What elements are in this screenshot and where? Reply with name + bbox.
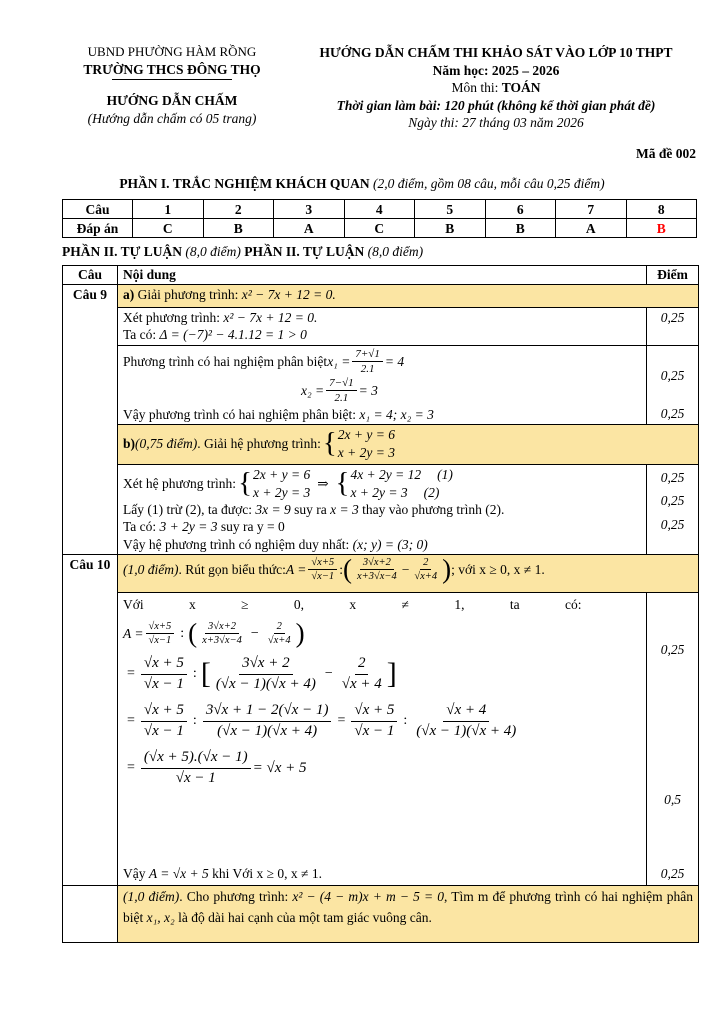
subject-name: TOÁN bbox=[501, 80, 541, 96]
document-header bbox=[0, 0, 724, 132]
score-value: 0,25 bbox=[660, 493, 685, 509]
text: khi Với x ≥ 0, x ≠ 1. bbox=[208, 865, 322, 881]
col-header-question: Câu bbox=[63, 265, 118, 284]
question-number: 6 bbox=[485, 200, 556, 219]
question-9b-statement bbox=[118, 424, 699, 464]
text: Ta có: bbox=[123, 326, 160, 342]
fraction-numerator: 3√x+2 bbox=[360, 556, 394, 570]
text: Vậy hệ phương trình có nghiệm duy nhất: bbox=[123, 536, 353, 552]
answer-value: A bbox=[274, 219, 345, 238]
math-expression: x = 3 bbox=[330, 502, 359, 518]
table-row bbox=[63, 307, 699, 345]
operator: : bbox=[192, 666, 197, 682]
fraction-numerator: √x + 5 bbox=[141, 654, 187, 675]
text: Phương trình có hai nghiệm phân biệt bbox=[123, 353, 328, 369]
math-expression: x² − 7x + 12 = 0. bbox=[223, 309, 318, 325]
fraction-numerator: √x + 4 bbox=[443, 701, 489, 722]
fraction bbox=[203, 701, 332, 741]
solution-line bbox=[123, 406, 641, 423]
fraction bbox=[213, 654, 319, 694]
table-row bbox=[63, 284, 699, 307]
exam-code: Mã đề 002 bbox=[636, 145, 696, 161]
score-value: 0,25 bbox=[660, 405, 685, 421]
part2-title bbox=[62, 243, 724, 260]
question-number: 7 bbox=[556, 200, 627, 219]
part1-title bbox=[0, 175, 724, 192]
implies-arrow: ⇒ bbox=[317, 475, 329, 491]
question-number: 2 bbox=[203, 200, 274, 219]
solution-line bbox=[123, 466, 455, 501]
math-expression: = 4 bbox=[384, 353, 405, 369]
fraction-numerator: 2 bbox=[355, 654, 369, 675]
exam-title: HƯỚNG DẪN CHẤM THI KHẢO SÁT VÀO LỚP 10 THPT bbox=[319, 45, 673, 60]
fraction bbox=[141, 701, 187, 741]
answer-value-highlighted: B bbox=[626, 219, 697, 238]
fraction-denominator: √x − 1 bbox=[143, 722, 184, 739]
fraction-numerator: 3√x + 1 − 2(√x − 1) bbox=[203, 701, 332, 722]
score-value: 0,25 bbox=[660, 469, 685, 485]
statement-text: Giải phương trình: bbox=[134, 286, 242, 302]
fraction-denominator: √x − 1 bbox=[354, 722, 395, 739]
system-brace: { bbox=[335, 466, 350, 499]
question-10-statement bbox=[118, 554, 699, 592]
fraction-numerator: 7−√1 bbox=[326, 376, 356, 391]
question-number: 4 bbox=[344, 200, 415, 219]
math-expression: 3 + 2y = 3 bbox=[159, 519, 218, 535]
fraction-denominator: (√x − 1)(√x + 4) bbox=[416, 722, 517, 739]
fraction-denominator: x+3√x−4 bbox=[356, 571, 397, 582]
fraction-denominator: √x − 1 bbox=[175, 769, 216, 786]
school-name: TRƯỜNG THCS ĐÔNG THỌ bbox=[83, 61, 261, 77]
math-expression: (x; y) = (3; 0) bbox=[352, 536, 428, 552]
operator: : bbox=[403, 713, 408, 729]
math-expression: x₁ = bbox=[327, 353, 351, 369]
part2-title-text: PHẦN II. TỰ LUẬN bbox=[62, 244, 186, 260]
text: Xét hệ phương trình: bbox=[123, 475, 237, 491]
school-year: Năm học: 2025 – 2026 bbox=[432, 62, 560, 78]
solution-step bbox=[118, 345, 647, 424]
statement-points: (1,0 điểm) bbox=[123, 888, 180, 904]
fraction-numerator: √x + 5 bbox=[351, 701, 397, 722]
fraction-numerator: 3√x + 2 bbox=[239, 654, 293, 675]
document-type: HƯỚNG DẪN CHẤM bbox=[106, 93, 238, 109]
table-row bbox=[63, 592, 699, 885]
answer-row-label: Đáp án bbox=[63, 219, 133, 238]
score-value: 0,5 bbox=[664, 791, 681, 807]
table-row bbox=[63, 885, 699, 942]
text: Ta có: bbox=[123, 519, 160, 535]
solution-line bbox=[123, 748, 641, 788]
answer-value: A bbox=[556, 219, 627, 238]
fraction-numerator: 2 bbox=[420, 556, 431, 570]
open-paren: ( bbox=[188, 618, 198, 649]
fraction-denominator: 2.1 bbox=[334, 392, 349, 405]
multiple-choice-answer-table bbox=[62, 199, 697, 238]
text: suy ra bbox=[290, 502, 331, 518]
statement-condition: ; với x ≥ 0, x ≠ 1. bbox=[451, 561, 545, 577]
table-row bbox=[63, 424, 699, 464]
fraction-denominator: √x−1 bbox=[148, 635, 172, 647]
solution-step bbox=[118, 464, 647, 554]
question-number: 8 bbox=[626, 200, 697, 219]
answer-value: C bbox=[344, 219, 415, 238]
close-paren: ) bbox=[295, 618, 305, 649]
header-left-block bbox=[48, 44, 296, 132]
fraction-denominator: (√x − 1)(√x + 4) bbox=[217, 722, 318, 739]
organization-name: UBND PHƯỜNG HÀM RỒNG bbox=[87, 44, 257, 59]
equation: 2x + y = 6 bbox=[337, 426, 395, 442]
text: Lấy (1) trừ (2), ta được: bbox=[123, 502, 256, 518]
operator: : bbox=[180, 625, 185, 641]
grading-table bbox=[62, 265, 699, 943]
open-paren: ( bbox=[342, 554, 352, 584]
answer-table-header-label: Câu bbox=[63, 200, 133, 219]
fraction bbox=[265, 620, 294, 647]
equation: 2x + y = 6 bbox=[252, 466, 311, 482]
fraction-denominator: √x+4 bbox=[267, 635, 291, 647]
statement-text: . Cho phương trình: bbox=[179, 888, 293, 904]
subject-line bbox=[296, 79, 696, 97]
fraction-numerator: √x + 5 bbox=[141, 701, 187, 722]
equation-system bbox=[336, 466, 453, 501]
solution-line bbox=[123, 309, 641, 326]
fraction bbox=[352, 347, 382, 377]
solution-line bbox=[123, 518, 641, 535]
math-expression: = 3 bbox=[358, 383, 378, 399]
fraction-denominator: x+3√x−4 bbox=[202, 635, 242, 647]
question-9a-statement bbox=[118, 284, 699, 307]
text: Vậy bbox=[123, 865, 149, 881]
operator: : bbox=[192, 713, 197, 729]
fraction-numerator: √x+5 bbox=[146, 620, 175, 634]
fraction bbox=[326, 376, 356, 406]
math-expression: x₂ = bbox=[301, 383, 325, 399]
equation-system bbox=[323, 426, 395, 461]
header-right-block bbox=[296, 44, 696, 132]
math-expression: 3x = 9 bbox=[255, 502, 291, 518]
operator: = bbox=[127, 713, 135, 729]
statement-text: là độ dài hai cạnh của một tam giác vuông cân. bbox=[174, 909, 432, 925]
operator: − bbox=[250, 625, 259, 641]
answer-value: B bbox=[485, 219, 556, 238]
exam-duration: Thời gian làm bài: 120 phút (không kể thời gian phát đề) bbox=[336, 97, 656, 113]
text: Xét phương trình: bbox=[123, 309, 224, 325]
fraction bbox=[339, 654, 385, 694]
fraction bbox=[411, 556, 440, 583]
statement-marker: a) bbox=[123, 286, 135, 302]
document-note: (Hướng dẫn chấm có 05 trang) bbox=[87, 110, 257, 126]
fraction bbox=[354, 556, 400, 583]
solution-step bbox=[118, 307, 647, 345]
score-value: 0,25 bbox=[660, 516, 685, 532]
statement-text: . Rút gọn biểu thức: bbox=[178, 561, 286, 577]
part1-title-text: PHẦN I. TRẮC NGHIỆM KHÁCH QUAN bbox=[119, 176, 373, 191]
answer-value: B bbox=[203, 219, 274, 238]
fraction-denominator: 2.1 bbox=[360, 362, 375, 375]
solution-line bbox=[123, 326, 641, 343]
math-expression: x² − 7x + 12 = 0. bbox=[241, 286, 336, 302]
equation-system bbox=[238, 466, 310, 501]
fraction bbox=[413, 701, 519, 741]
fraction bbox=[308, 556, 337, 583]
table-row bbox=[63, 200, 697, 219]
table-row bbox=[63, 345, 699, 424]
math-expression: A = bbox=[285, 561, 307, 577]
score-value: 0,25 bbox=[647, 307, 699, 345]
equation: x + 2y = 3 bbox=[337, 444, 395, 460]
fraction bbox=[141, 748, 251, 788]
math-expression: = √x + 5 bbox=[252, 759, 307, 776]
score-value: 0,25 bbox=[660, 865, 685, 881]
fraction-numerator: 7+√1 bbox=[352, 347, 382, 362]
solution-line bbox=[301, 376, 378, 406]
close-bracket: ] bbox=[386, 657, 397, 691]
fraction-numerator: √x+5 bbox=[308, 556, 337, 570]
operator: : bbox=[339, 561, 343, 577]
close-paren: ) bbox=[442, 554, 452, 584]
solution-line: Với x ≥ 0, x ≠ 1, ta có: bbox=[123, 596, 582, 612]
statement-points: (0,75 điểm) bbox=[135, 435, 198, 451]
solution-line bbox=[123, 654, 641, 694]
operator: = bbox=[127, 666, 135, 682]
grading-table-header-row bbox=[63, 265, 699, 284]
solution-line bbox=[123, 620, 641, 647]
math-expression: A = √x + 5 bbox=[148, 865, 209, 881]
answer-value: B bbox=[415, 219, 486, 238]
header-divider bbox=[112, 79, 232, 80]
score-value: 0,25 bbox=[660, 641, 685, 657]
fraction-denominator: √x + 4 bbox=[341, 675, 382, 692]
score-cell bbox=[647, 345, 699, 424]
answer-value: C bbox=[133, 219, 204, 238]
table-row bbox=[63, 554, 699, 592]
subject-label: Môn thi: bbox=[451, 80, 502, 96]
fraction-denominator: (√x − 1)(√x + 4) bbox=[215, 675, 316, 692]
system-brace: { bbox=[322, 426, 337, 459]
statement-text: . Giải hệ phương trình: bbox=[197, 435, 321, 451]
fraction bbox=[199, 620, 245, 647]
question-number: 3 bbox=[274, 200, 345, 219]
question-number: 1 bbox=[133, 200, 204, 219]
question-number: 5 bbox=[415, 200, 486, 219]
statement-marker: b) bbox=[123, 435, 136, 451]
text: Vậy phương trình có hai nghiệm phân biệt: bbox=[123, 406, 360, 422]
math-expression: x² − (4 − m)x + m − 5 = 0 bbox=[292, 888, 445, 904]
fraction bbox=[351, 701, 397, 741]
statement-points: (1,0 điểm) bbox=[123, 561, 179, 577]
math-expression: A = bbox=[123, 626, 144, 642]
part2-title-text-2: PHẦN II. TỰ LUẬN bbox=[240, 244, 368, 260]
part2-title-note-2: (8,0 điểm) bbox=[367, 244, 424, 260]
question-9-label: Câu 9 bbox=[63, 284, 118, 554]
operator: − bbox=[324, 666, 333, 682]
part1-title-note: (2,0 điểm, gồm 08 câu, mỗi câu 0,25 điểm) bbox=[372, 176, 605, 191]
question-10-label: Câu 10 bbox=[63, 554, 118, 885]
text: thay vào phương trình (2). bbox=[358, 502, 505, 518]
operator: = bbox=[337, 713, 346, 729]
math-expression: x₁ = 4; x₂ = 3 bbox=[359, 406, 434, 422]
fraction-numerator: (√x + 5).(√x − 1) bbox=[141, 748, 251, 769]
solution-conclusion bbox=[123, 865, 322, 882]
question-11-label-empty bbox=[63, 885, 118, 942]
fraction-denominator: √x+4 bbox=[414, 571, 438, 582]
score-cell bbox=[647, 464, 699, 554]
solution-line bbox=[123, 701, 641, 741]
part2-title-note: (8,0 điểm) bbox=[185, 244, 241, 260]
score-cell bbox=[647, 592, 699, 885]
fraction-numerator: 3√x+2 bbox=[205, 620, 239, 634]
table-row bbox=[63, 219, 697, 238]
operator: = bbox=[127, 760, 135, 776]
exam-date: Ngày thi: 27 tháng 03 năm 2026 bbox=[408, 115, 584, 131]
fraction-denominator: √x − 1 bbox=[143, 675, 184, 692]
text: suy ra y = 0 bbox=[217, 519, 285, 535]
statement-text: , Tìm m để phương trình có hai nghiệm phân biệt bbox=[123, 888, 694, 925]
equation: x + 2y = 3 bbox=[350, 484, 408, 500]
math-expression: x₁, x₂ bbox=[146, 909, 175, 925]
score-value: 0,25 bbox=[660, 367, 685, 383]
solution-line bbox=[123, 501, 641, 518]
equation: 4x + 2y = 12 bbox=[350, 466, 422, 482]
fraction bbox=[141, 654, 187, 694]
solution-line bbox=[123, 536, 641, 553]
solution-line bbox=[123, 347, 404, 377]
fraction-numerator: 2 bbox=[274, 620, 285, 634]
fraction-denominator: √x−1 bbox=[311, 571, 335, 582]
question-11-statement bbox=[118, 885, 699, 942]
operator: − bbox=[401, 561, 410, 577]
open-bracket: [ bbox=[200, 657, 211, 691]
equation-number: (1) bbox=[437, 466, 453, 482]
system-brace: { bbox=[238, 466, 252, 499]
col-header-points: Điểm bbox=[647, 265, 699, 284]
equation-number: (2) bbox=[423, 484, 440, 500]
table-row bbox=[63, 464, 699, 554]
equation: x + 2y = 3 bbox=[252, 484, 311, 500]
solution-step bbox=[118, 592, 647, 885]
math-expression: Δ = (−7)² − 4.1.12 = 1 > 0 bbox=[159, 326, 307, 342]
fraction bbox=[146, 620, 175, 647]
col-header-content: Nội dung bbox=[118, 265, 647, 284]
